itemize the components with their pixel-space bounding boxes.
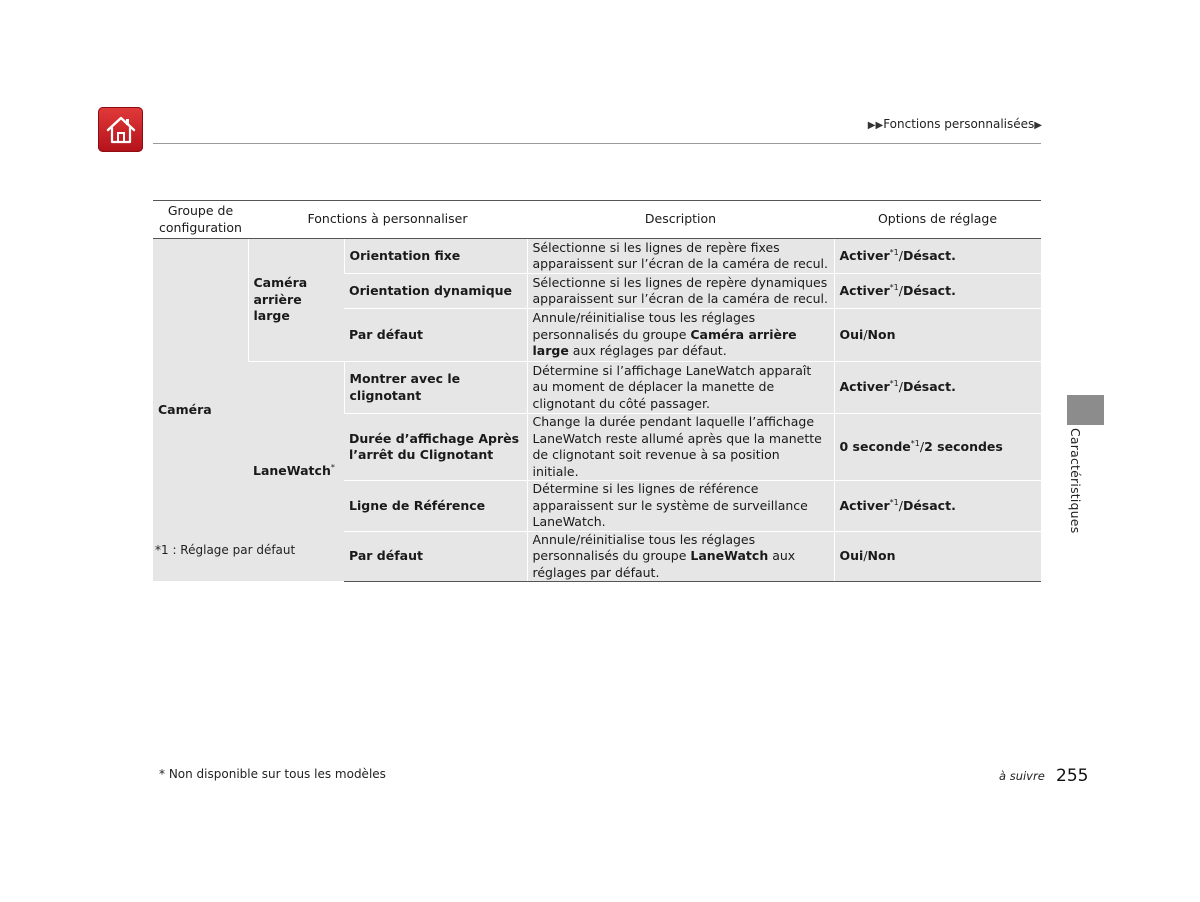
default-setting-footnote: *1 : Réglage par défaut [155,543,296,557]
table-header-row [153,201,1041,239]
availability-footnote: * Non disponible sur tous les modèles [159,767,386,781]
options-cell: Activer$^{*1}$/Désact. [834,481,1041,532]
breadcrumb-label[interactable]: Fonctions personnalisées [883,117,1035,131]
home-button[interactable] [98,107,143,152]
continue-label: à suivre [999,769,1045,783]
subgroup-cell-wide: Caméra arrière large [248,239,344,362]
table-row [153,239,1041,274]
section-label[interactable]: Caractéristiques [1068,428,1083,534]
function-cell: Par défaut [344,531,527,582]
function-cell: Orientation dynamique [344,274,527,309]
options-cell: Activer$^{*1}$/Désact. [834,362,1041,414]
header-functions: Fonctions à personnaliser [248,201,527,239]
breadcrumb-suffix-arrow: ▶ [1034,120,1042,131]
description-cell: Détermine si l’affichage LaneWatch apparaît au moment de déplacer la manette de clignotant du côté passager. [527,362,834,414]
section-tab[interactable] [1067,395,1104,425]
function-cell: Par défaut [344,309,527,362]
function-cell: Orientation fixe [344,239,527,274]
description-cell: Sélectionne si les lignes de repère dynamiques apparaissent sur l’écran de la caméra de recul. [527,274,834,309]
group-cell-camera: Caméra [153,239,248,582]
function-cell: Durée d’affichage Après l’arrêt du Clignotant [344,414,527,481]
function-cell: Montrer avec le clignotant [344,362,527,414]
page-number: 255 [1056,766,1089,786]
header-group: Groupe de configuration [153,201,248,239]
description-cell: Annule/réinitialise tous les réglages personnalisés du groupe Caméra arrière large aux réglages par défaut. [527,309,834,362]
options-cell: 0 seconde$^{*1}$/2 secondes [834,414,1041,481]
description-cell: Sélectionne si les lignes de repère fixes apparaissent sur l’écran de la caméra de recul. [527,239,834,274]
header-options: Options de réglage [834,201,1041,239]
function-cell: Ligne de Référence [344,481,527,532]
description-cell: Annule/réinitialise tous les réglages personnalisés du groupe LaneWatch aux réglages par défaut. [527,531,834,582]
house-icon [105,115,137,145]
table-row [153,362,1041,414]
breadcrumb-prefix-arrows: ▶▶ [867,120,884,131]
description-cell: Change la durée pendant laquelle l’affichage LaneWatch reste allumé après que la manette de clignotant soit revenue à sa position initiale. [527,414,834,481]
description-cell: Détermine si les lignes de référence apparaissent sur le système de surveillance LaneWatch. [527,481,834,532]
options-cell: Activer$^{*1}$/Désact. [834,274,1041,309]
header-divider [153,143,1041,144]
options-cell: Activer$^{*1}$/Désact. [834,239,1041,274]
breadcrumb[interactable] [868,117,1042,131]
settings-table [153,200,1041,582]
options-cell: Oui/Non [834,309,1041,362]
header-description: Description [527,201,834,239]
options-cell: Oui/Non [834,531,1041,582]
subgroup-cell-lanewatch: LaneWatch* [248,362,344,582]
